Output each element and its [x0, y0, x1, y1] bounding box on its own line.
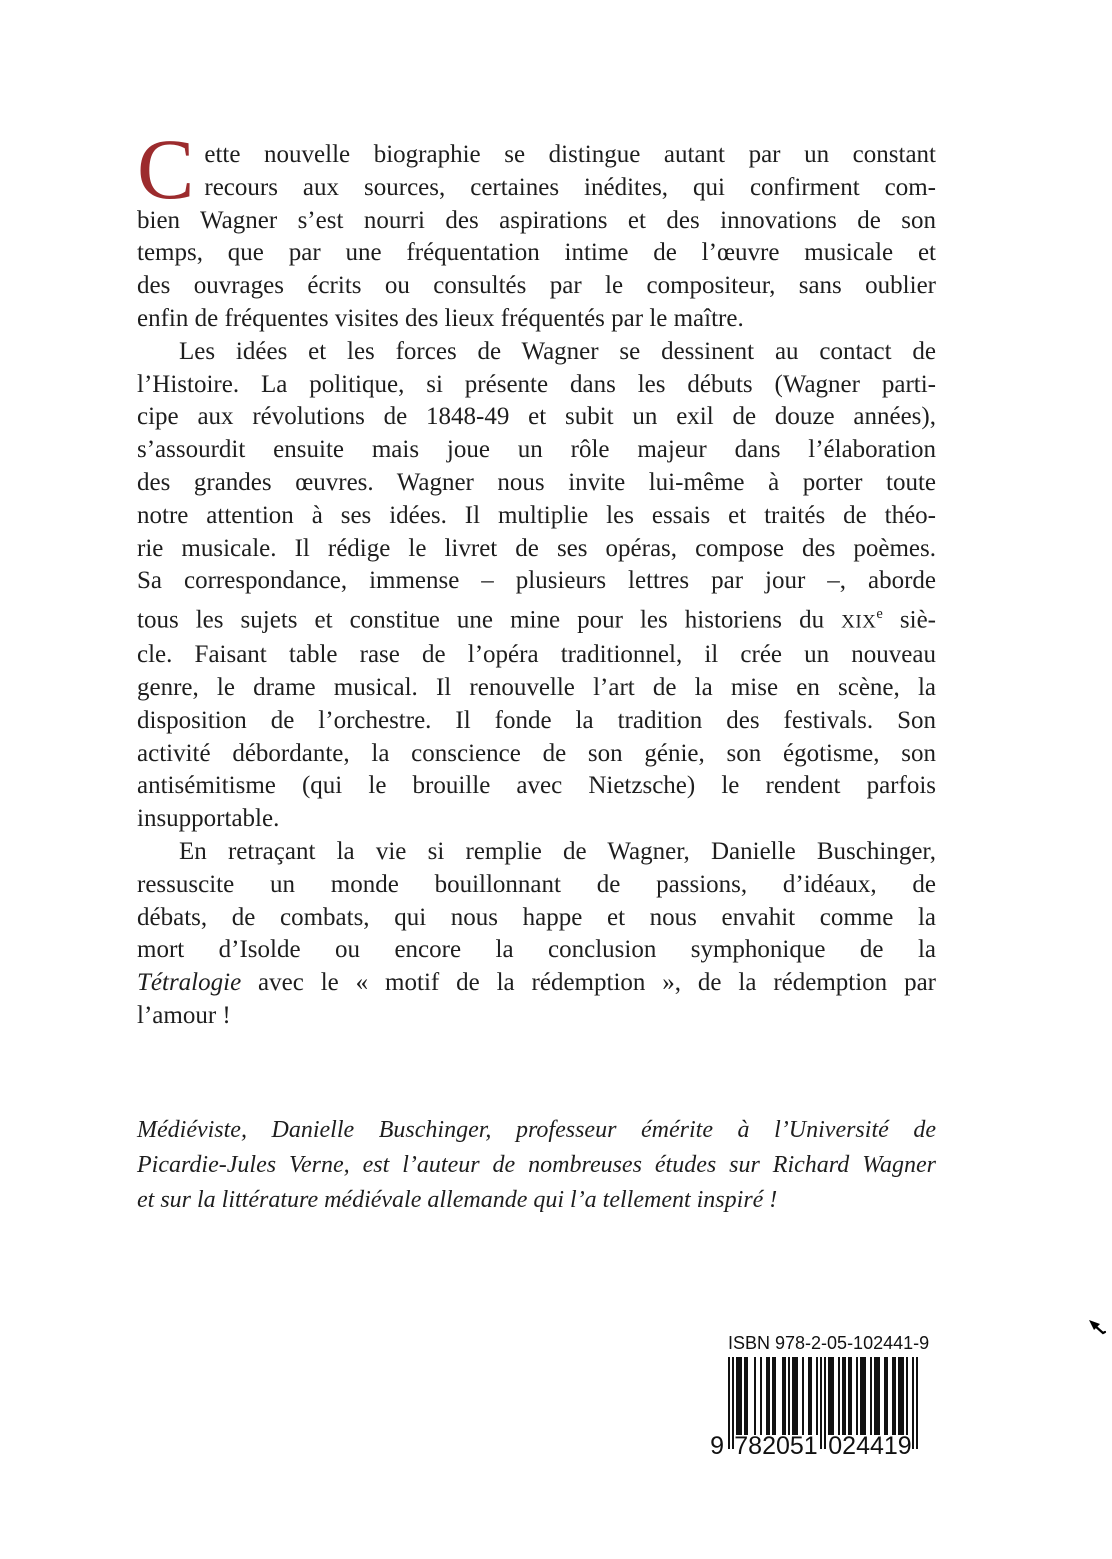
text-line: cipe aux révolutions de 1848-49 et subit un exil de douze années),	[137, 403, 936, 431]
text-line: disposition de l’orchestre. Il fonde la tradition des festivals. Son	[137, 706, 936, 734]
text-segment: e	[876, 606, 883, 623]
text-line: mort d’Isolde ou encore la conclusion symphonique de la	[137, 936, 936, 964]
barcode-lead-digit: 9	[710, 1432, 724, 1459]
barcode-digits-left: 782051	[734, 1432, 818, 1459]
text-line: En retraçant la vie si remplie de Wagner, Danielle Buschinger,	[179, 838, 936, 866]
barcode-digits-right: 024419	[828, 1432, 912, 1459]
text-line: recours aux sources, certaines inédites, qui confirment com-	[204, 173, 936, 201]
text-line	[137, 967, 936, 1000]
text-line: activité débordante, la conscience de son génie, son égotisme, son	[137, 739, 936, 767]
text-segment: Tétralogie	[137, 969, 242, 997]
ean13-barcode	[694, 1357, 926, 1459]
text-line: enfin de fréquentes visites des lieux fréquentés par le maître.	[137, 304, 744, 332]
text-line: s’assourdit ensuite mais joue un rôle majeur dans l’élaboration	[137, 436, 936, 464]
text-segment: avec le « motif de la rédemption », de la rédemption par	[241, 969, 936, 997]
isbn-label: ISBN 978-2-05-102441-9	[728, 1333, 930, 1353]
text-line: notre attention à ses idées. Il multiplie les essais et traités de théo-	[137, 501, 936, 529]
text-line: cle. Faisant table rase de l’opéra traditionnel, il crée un nouveau	[137, 641, 936, 669]
paragraph	[137, 121, 936, 336]
text-line: l’Histoire. La politique, si présente dans les débuts (Wagner parti-	[137, 370, 936, 398]
text-line: temps, que par une fréquentation intime de l’œuvre musicale et	[137, 239, 936, 267]
author-bio	[137, 1113, 936, 1219]
text-line: Les idées et les forces de Wagner se dessinent au contact de	[179, 337, 936, 365]
text-line: l’amour !	[137, 1002, 231, 1030]
synopsis	[137, 121, 936, 1033]
text-segment: siè-	[882, 606, 936, 634]
cursor-mark	[1086, 1317, 1112, 1343]
text-line: ette nouvelle biographie se distingue autant par un constant	[204, 141, 936, 168]
paragraph	[137, 836, 936, 1033]
text-line: et sur la littérature médiévale allemande qui l’a tellement inspiré !	[137, 1187, 778, 1214]
text-line: des ouvrages écrits ou consultés par le compositeur, sans oublier	[137, 272, 936, 300]
text-line: ressuscite un monde bouillonnant de passions, d’idéaux, de	[137, 870, 936, 898]
text-line: antisémitisme (qui le brouille avec Nietzsche) le rendent parfois	[137, 772, 936, 800]
text-line: Picardie-Jules Verne, est l’auteur de nombreuses études sur Richard Wagner	[137, 1152, 936, 1179]
isbn-block	[694, 1333, 930, 1459]
text-line	[137, 598, 936, 639]
text-line: bien Wagner s’est nourri des aspirations et des innovations de son	[137, 206, 936, 234]
dropcap-letter: C	[137, 121, 195, 217]
text-segment: XIX	[841, 611, 877, 633]
text-line: débats, de combats, qui nous happe et nous envahit comme la	[137, 903, 936, 931]
text-segment: tous les sujets et constitue une mine pour les historiens du	[137, 606, 842, 634]
text-line: Médiéviste, Danielle Buschinger, professeur émérite à l’Université de	[137, 1117, 936, 1143]
text-line: Sa correspondance, immense – plusieurs lettres par jour –, aborde	[137, 567, 936, 595]
paragraph	[137, 336, 936, 836]
text-line: genre, le drame musical. Il renouvelle l’art de la mise en scène, la	[137, 674, 936, 702]
text-line: insupportable.	[137, 805, 280, 833]
text-line: des grandes œuvres. Wagner nous invite lui-même à porter toute	[137, 468, 936, 496]
text-line: rie musicale. Il rédige le livret de ses opéras, compose des poèmes.	[137, 534, 936, 562]
